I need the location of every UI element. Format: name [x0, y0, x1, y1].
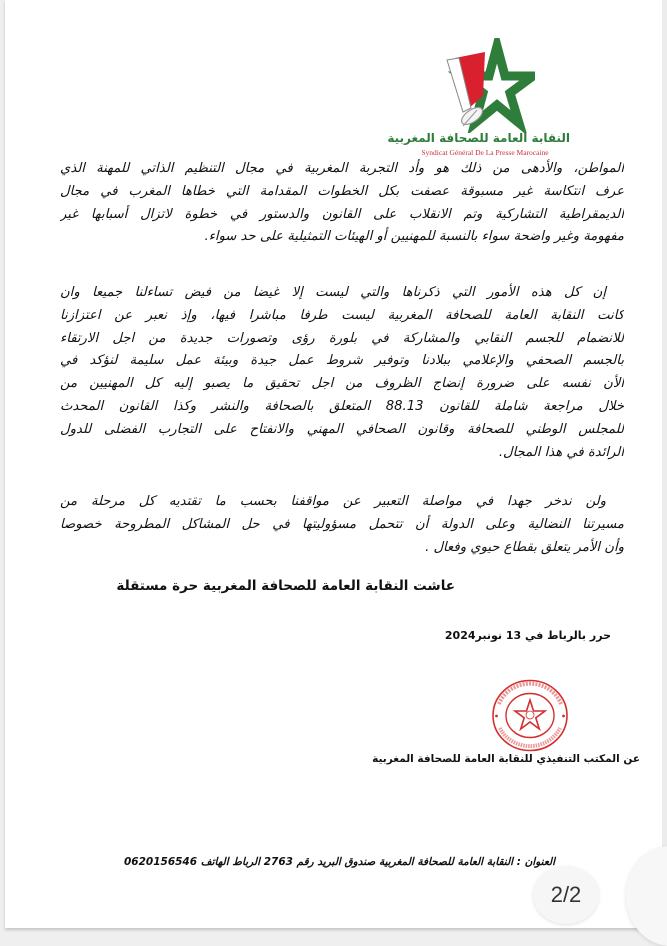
date-line: حرر بالرباط في 13 نونبر2024 — [444, 629, 611, 642]
text-line: الأن نفسه على ضرورة إنضاج الظروف من اجل تحقيق ما يصبو إليه كل المهنيين من — [60, 376, 624, 392]
paragraph-2 — [60, 282, 624, 464]
text-line: وأن الأمر يتعلق بقطاع حيوي وفعال . — [425, 539, 624, 555]
paragraph-3 — [60, 491, 624, 559]
scrollbar-track[interactable] — [662, 0, 667, 942]
logo-name-arabic: النقابة العامة للصحافة المغربية — [387, 131, 570, 145]
page-indicator: 2/2 — [533, 866, 599, 924]
text-line: خلال مراجعة شاملة للقانون 88.13 المتعلق بالصحافة والنشر وكذا القانون المحدث — [60, 398, 624, 414]
footer-address: العنوان : النقابة العامة للصحافة المغربية صندوق البريد رقم 2763 الرباط الهاتف 0620156546 — [123, 856, 555, 868]
text-line: مسيرتنا النضالية وعلى الدولة أن تتحمل مسؤوليتها في حل المشاكل المطروحة خصوصا — [60, 516, 624, 532]
official-stamp-icon — [490, 678, 570, 753]
signature-line: عن المكتب التنفيذي للنقابة العامة للصحافة المغربية — [372, 753, 640, 765]
union-logo-icon — [425, 38, 535, 133]
text-line: المواطن، والأدهى من ذلك هو وأد التجربة المغربية في مجال التنظيم الذاتي للمهنة الذي — [60, 161, 624, 176]
paragraph-1 — [60, 158, 624, 249]
closing-slogan: عاشت النقابة العامة للصحافة المغربية حرة مستقلة — [116, 578, 455, 594]
logo-name-french: Syndicat Général De La Presse Marocaine — [421, 148, 549, 157]
text-line: للمجلس الوطني للصحافة وقانون الصحافي المهني والانفتاح على التجارب الفضلى للدول — [60, 421, 624, 437]
text-line: عرف انتكاسة غير مسبوقة عصفت بكل الخطوات المقدامة التي خطاها المغرب في مجال — [60, 183, 624, 199]
text-line: إن كل هذه الأمور التي ذكرناها والتي ليست إلا غيضا من فيض تساءلنا جميعا وان — [60, 285, 606, 300]
text-line: كانت النقابة العامة للصحافة المغربية ليست طرفا مباشرا فيها، وإذ نعبر عن اعتزازنا — [60, 307, 624, 323]
text-line: ولن ندخر جهدا في مواصلة التعبير عن مواقفنا بحسب ما تقتديه كل مرحلة من — [60, 494, 606, 509]
document-page — [5, 0, 662, 928]
text-line: الرائدة في هذا المجال. — [498, 444, 624, 460]
stamp-star — [515, 700, 545, 729]
text-line: للانضمام للجسم النقابي والمشاركة في بلورة رؤى وتصورات جديدة من اجل الارتقاء — [60, 330, 624, 346]
text-line: الديمقراطية التشاركية وتم الانقلاب على القانون والدستور في خطوة لاتزال أسبابها غير — [60, 206, 624, 222]
text-line: بالجسم الصحفي والإعلامي ببلادنا وتوفير شروط عمل جيدة وبيئة عمل سليمة لنؤكد في — [60, 353, 624, 369]
text-line: مفهومة وغير واضحة سواء بالنسبة للمهنيين أو الهيئات التمثيلية على حد سواء. — [204, 229, 624, 245]
